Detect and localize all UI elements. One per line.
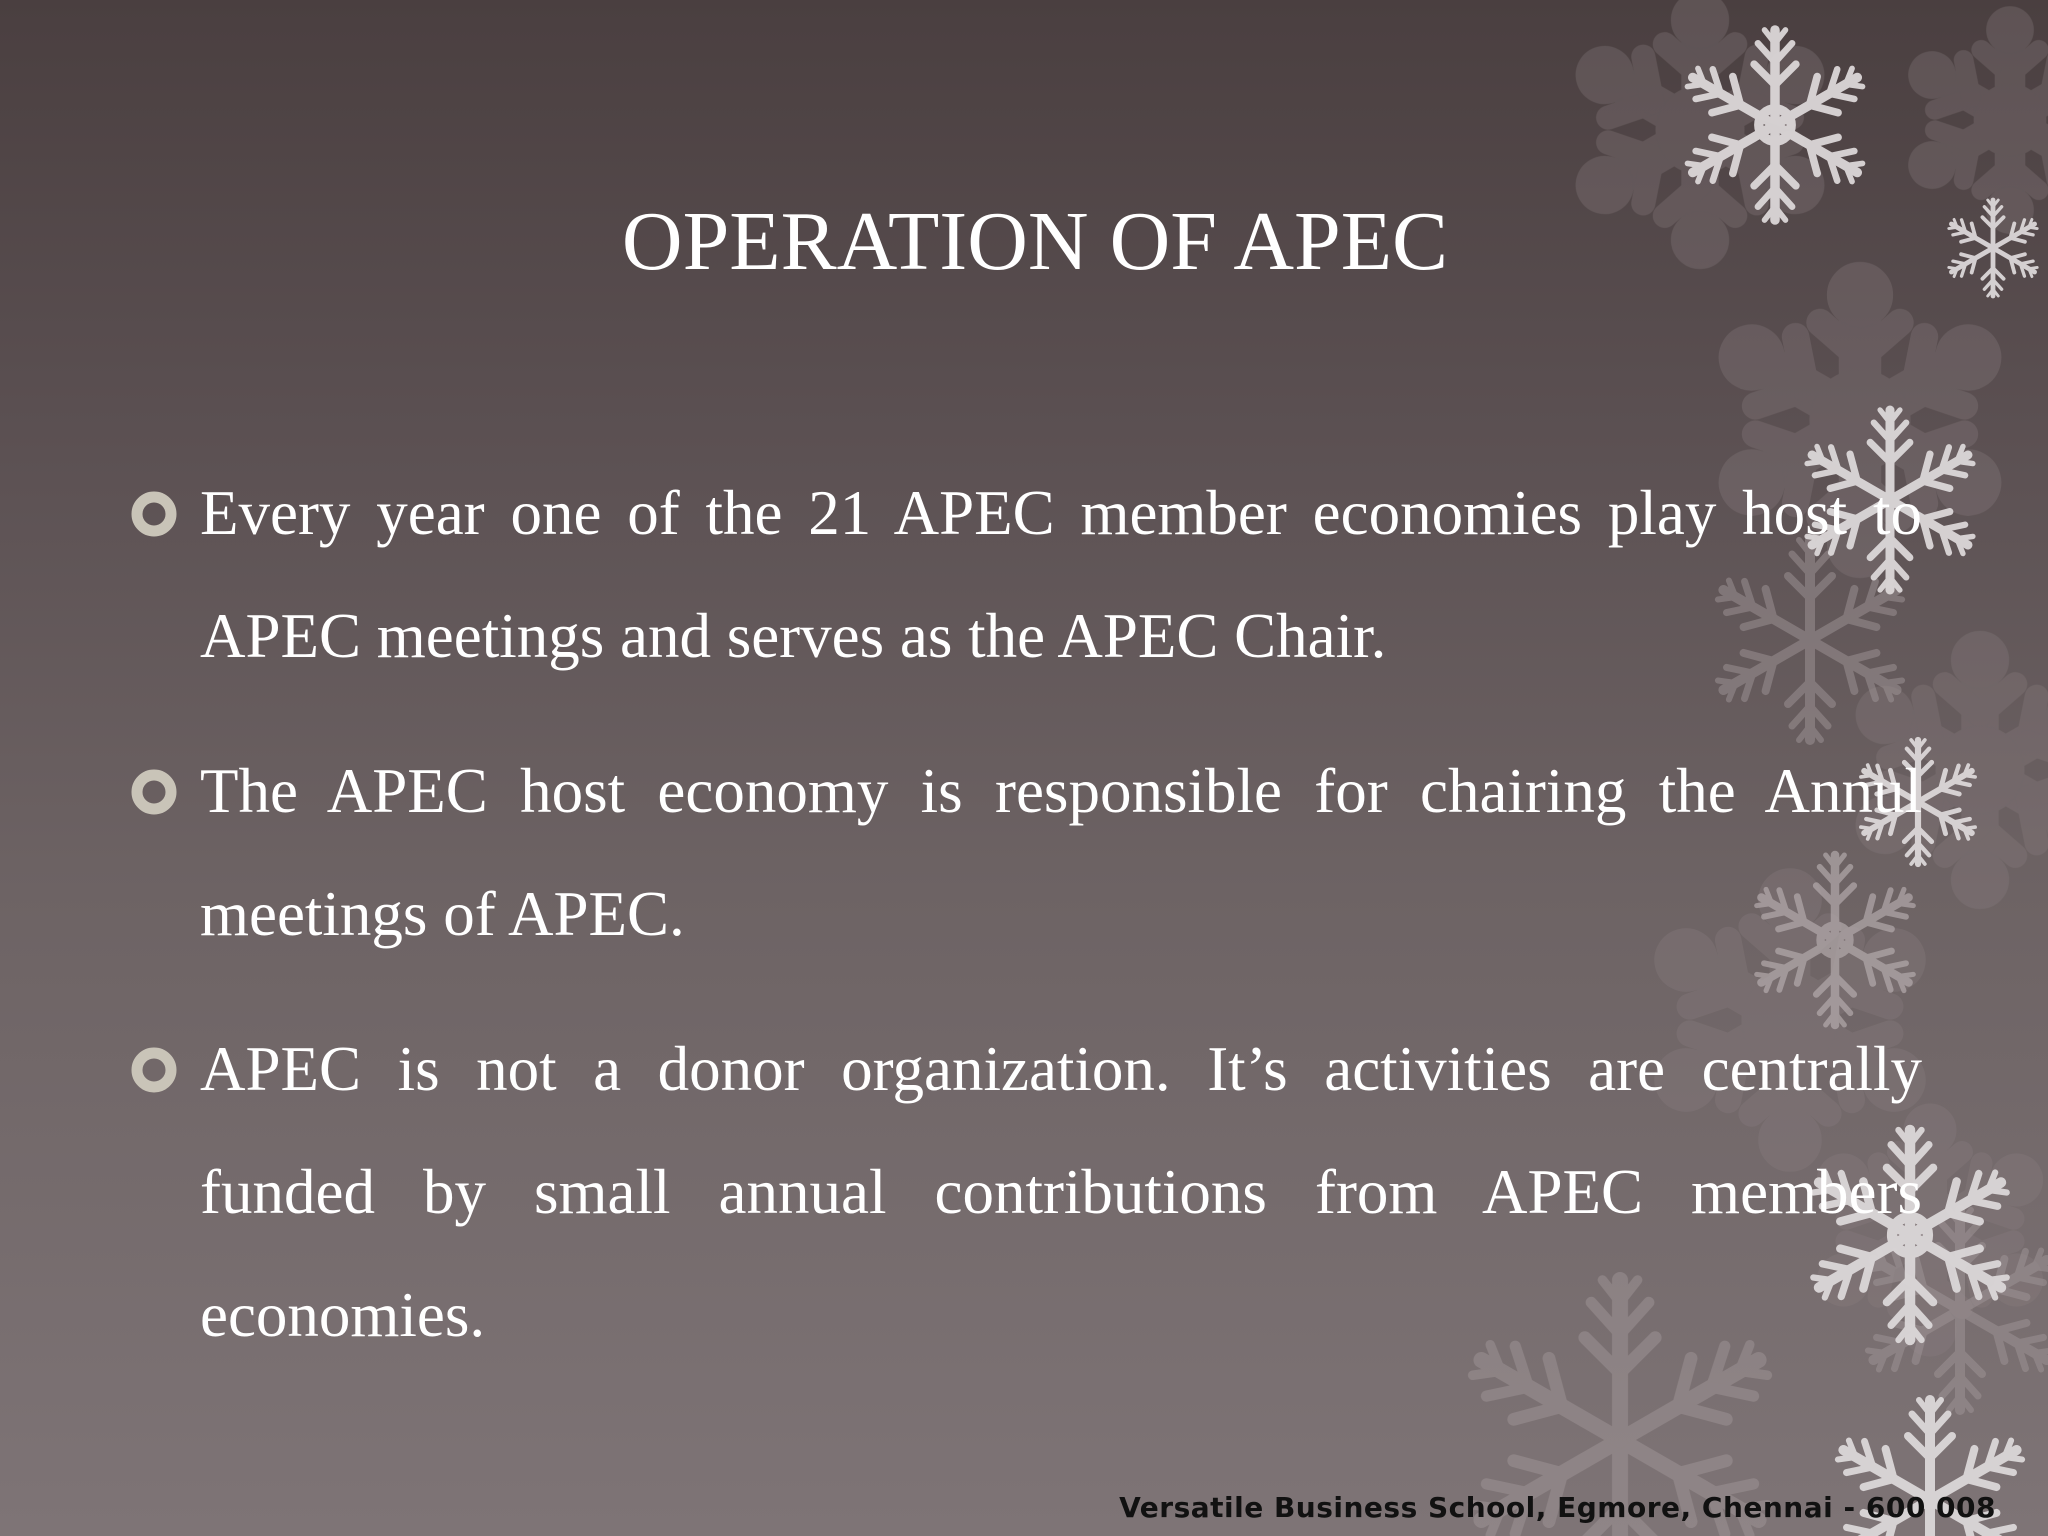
ring-bullet-icon xyxy=(130,1046,178,1094)
bullet-list xyxy=(130,452,1922,1409)
bullet-item xyxy=(130,1008,1922,1377)
ring-bullet-icon xyxy=(130,490,178,538)
bullet-item xyxy=(130,730,1922,976)
bullet-text: APEC is not a donor organization. It’s activities are centrally funded by small annual contributions from APEC members economies. xyxy=(200,1034,1922,1350)
ring-bullet-icon xyxy=(130,768,178,816)
bullet-text: The APEC host economy is responsible for chairing the Annul meetings of APEC. xyxy=(200,756,1922,949)
footer-institution: Versatile Business School, Egmore, Chennai - 600 008 xyxy=(1119,1491,1996,1524)
slide-title: OPERATION OF APEC xyxy=(621,195,1449,288)
bullet-item xyxy=(130,452,1922,698)
bullet-text: Every year one of the 21 APEC member economies play host to APEC meetings and serves as the APEC Chair. xyxy=(200,478,1922,671)
